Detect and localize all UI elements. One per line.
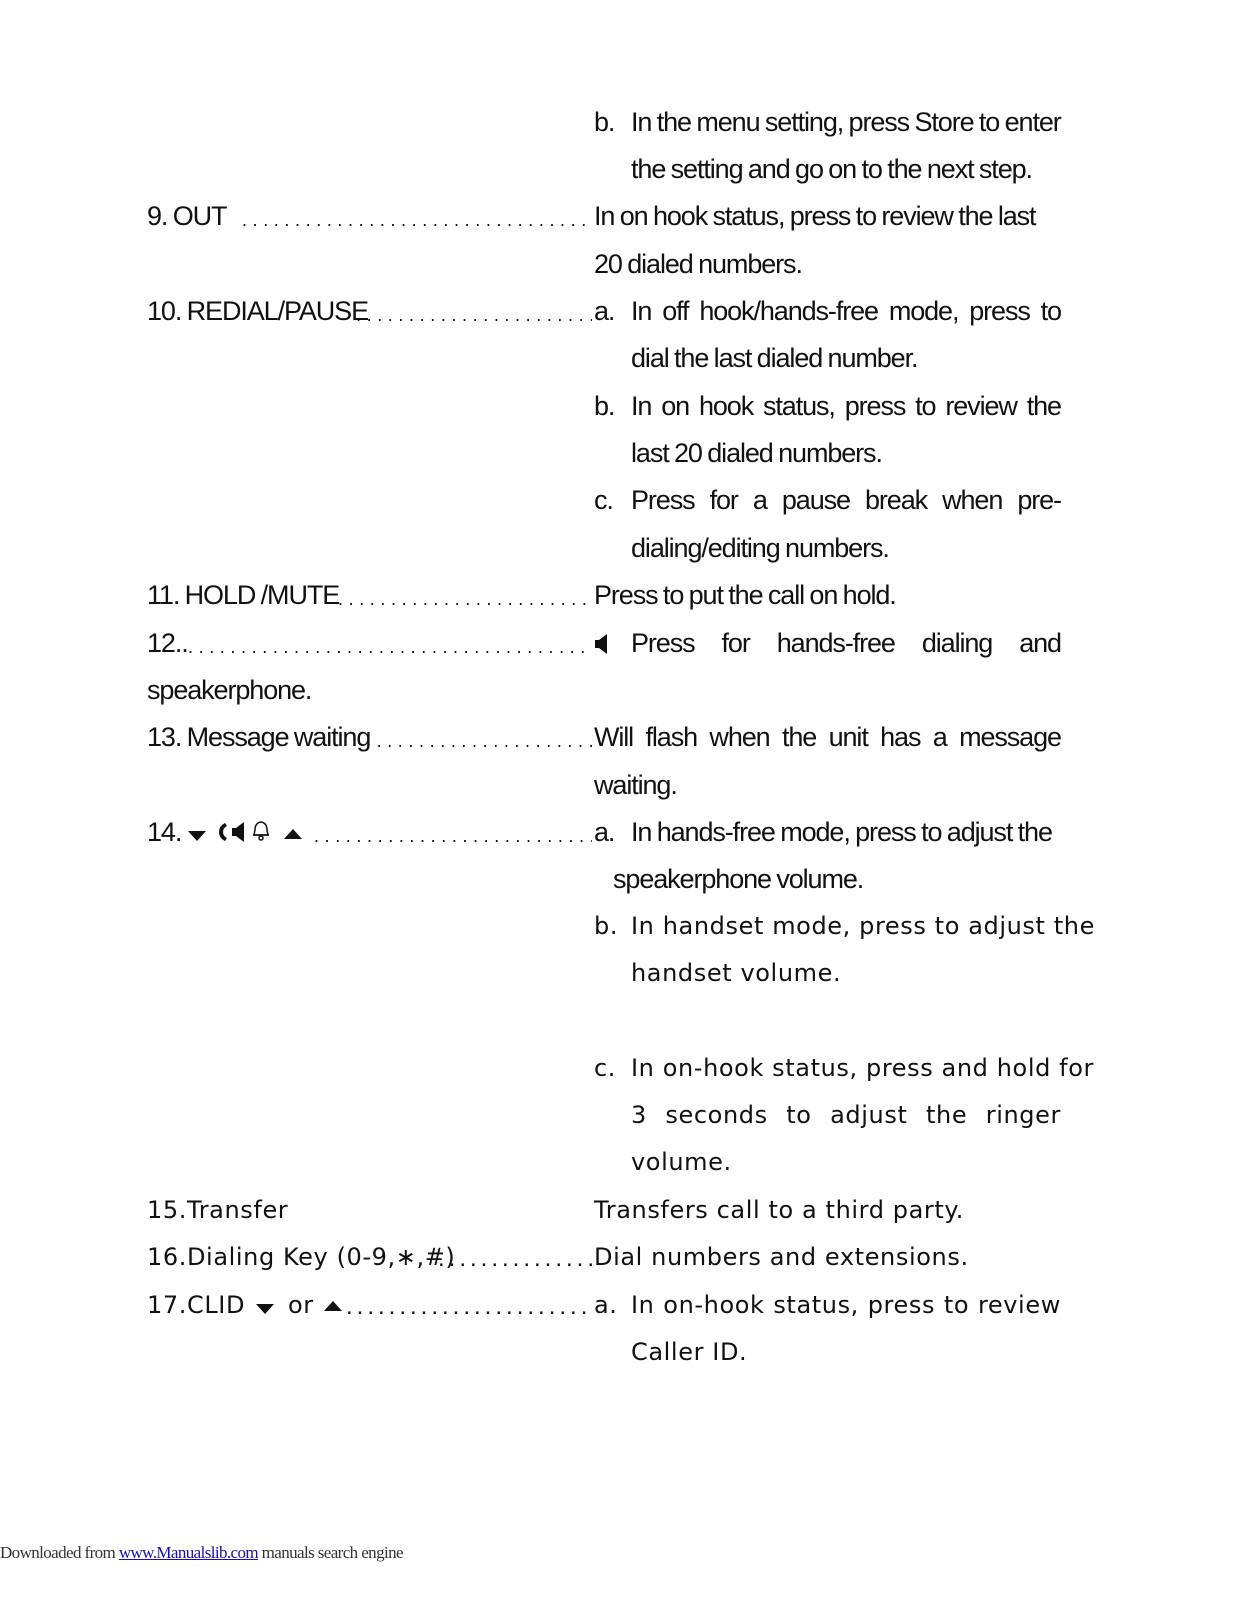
item14-a-line2: speakerphone volume.	[613, 864, 864, 894]
handset-icon	[218, 822, 228, 847]
item12-desc-line1	[631, 630, 1061, 657]
footer	[0, 1543, 403, 1563]
item14-b-line1: In handset mode, press to adjust the	[631, 912, 1095, 940]
word: In	[631, 296, 652, 326]
item10-b-line1	[631, 393, 1061, 420]
item10-c-marker: c.	[594, 485, 613, 515]
footer-link[interactable]: www.Manualslib.com	[118, 1543, 259, 1562]
word: status,	[773, 1291, 859, 1319]
item10-a-line1	[631, 298, 1061, 325]
leader-dots	[366, 731, 592, 751]
leader-dots	[346, 1293, 592, 1317]
word: the	[781, 722, 817, 752]
item14-a-marker: a.	[594, 817, 615, 847]
footer-suffix: manuals search engine	[258, 1543, 403, 1562]
item13-desc-line2: waiting.	[594, 770, 677, 800]
item14-label: 14.	[147, 817, 182, 847]
footer-prefix: Downloaded from	[0, 1543, 119, 1562]
item10-c-line1	[631, 487, 1061, 514]
leader-dots	[356, 305, 592, 325]
down-arrow-icon	[188, 828, 206, 846]
word: hook	[698, 391, 754, 421]
word: press	[867, 1291, 936, 1319]
word: ringer	[985, 1101, 1061, 1129]
word: press	[969, 296, 1030, 326]
word: flash	[645, 722, 698, 752]
item15-label: 15.Transfer	[147, 1196, 289, 1224]
item13-label: 13. Message waiting	[147, 722, 371, 752]
item17-a-marker: a.	[594, 1291, 618, 1319]
word: pre-	[1017, 485, 1061, 515]
word: the	[1026, 391, 1061, 421]
word: review	[977, 1291, 1061, 1319]
word: on	[661, 391, 690, 421]
item16-desc: Dial numbers and extensions.	[594, 1243, 969, 1271]
word: In	[631, 1291, 655, 1319]
word: hands-free	[776, 628, 895, 658]
word: pause	[781, 485, 850, 515]
item14-c-line1: In on-hook status, press and hold for	[631, 1054, 1094, 1082]
word: the	[926, 1101, 968, 1129]
word: unit	[828, 722, 868, 752]
leader-dots	[438, 1245, 592, 1269]
up-arrow-icon	[284, 826, 302, 844]
bell-icon	[250, 820, 272, 847]
item17-label-or: or	[288, 1291, 314, 1319]
item13-desc-line1	[594, 724, 1061, 751]
word: to	[915, 391, 936, 421]
word: 3	[631, 1101, 647, 1129]
word: status,	[763, 391, 835, 421]
word: hook/hands-free	[699, 296, 878, 326]
item14-a-line1: In hands-free mode, press to adjust the	[631, 817, 1052, 847]
word: break	[865, 485, 928, 515]
word: dialing	[921, 628, 993, 658]
word: on-hook	[663, 1291, 765, 1319]
item11-label: 11. HOLD /MUTE	[147, 580, 340, 610]
item15-desc: Transfers call to a third party.	[594, 1196, 964, 1224]
item17-a-line2: Caller ID.	[631, 1338, 748, 1366]
item8-b-line1: In the menu setting, press Store to enter	[631, 107, 1061, 137]
item16-label: 16.Dialing Key (0-9,∗,#)	[147, 1243, 456, 1271]
word: to	[943, 1291, 970, 1319]
leader-dots	[338, 589, 592, 609]
word: review	[945, 391, 1017, 421]
item17-label: 17.CLID	[147, 1291, 246, 1319]
item10-a-line2: dial the last dialed number.	[631, 343, 918, 373]
item17-a-line1	[631, 1293, 1061, 1317]
item10-a-marker: a.	[594, 296, 615, 326]
leader-dots	[314, 826, 592, 846]
word: mode,	[888, 296, 959, 326]
word: seconds	[665, 1101, 768, 1129]
word: adjust	[830, 1101, 908, 1129]
item10-c-line2: dialing/editing numbers.	[631, 533, 889, 563]
up-arrow-icon	[324, 1298, 342, 1316]
word: Will	[594, 722, 634, 752]
item10-b-line2: last 20 dialed numbers.	[631, 438, 882, 468]
item14-b-line2: handset volume.	[631, 959, 842, 987]
item12-desc-line2: speakerphone.	[147, 675, 312, 705]
word: to	[786, 1101, 812, 1129]
speaker-icon	[232, 822, 248, 847]
word: and	[1019, 628, 1061, 658]
item11-desc: Press to put the call on hold.	[594, 580, 896, 610]
item14-c-line3: volume.	[631, 1148, 732, 1176]
word: when	[709, 722, 770, 752]
item8-b-marker: b.	[594, 107, 615, 137]
word: when	[942, 485, 1003, 515]
word: Press	[631, 485, 695, 515]
item10-b-marker: b.	[594, 391, 615, 421]
word: for	[721, 628, 750, 658]
item12-label: 12..	[147, 628, 188, 658]
item14-c-line2	[631, 1103, 1061, 1127]
word: press	[844, 391, 906, 421]
item9-desc-line2: 20 dialed numbers.	[594, 249, 802, 279]
item8-b-line2: the setting and go on to the next step.	[631, 154, 1032, 184]
item9-desc-line1: In on hook status, press to review the last	[594, 201, 1036, 231]
word: message	[959, 722, 1061, 752]
item10-label: 10. REDIAL/PAUSE	[147, 296, 368, 326]
word: has	[880, 722, 921, 752]
item14-c-marker: c.	[594, 1054, 617, 1082]
leader-dots	[242, 210, 592, 230]
word: a	[752, 485, 767, 515]
word: Press	[631, 628, 695, 658]
leader-dots	[188, 637, 592, 657]
word: off	[662, 296, 689, 326]
item14-b-marker: b.	[594, 912, 619, 940]
word: for	[709, 485, 738, 515]
word: to	[1040, 296, 1061, 326]
word: a	[932, 722, 947, 752]
speaker-icon	[595, 634, 609, 659]
item9-label: 9. OUT	[147, 201, 227, 231]
word: In	[631, 391, 652, 421]
down-arrow-icon	[256, 1301, 274, 1319]
